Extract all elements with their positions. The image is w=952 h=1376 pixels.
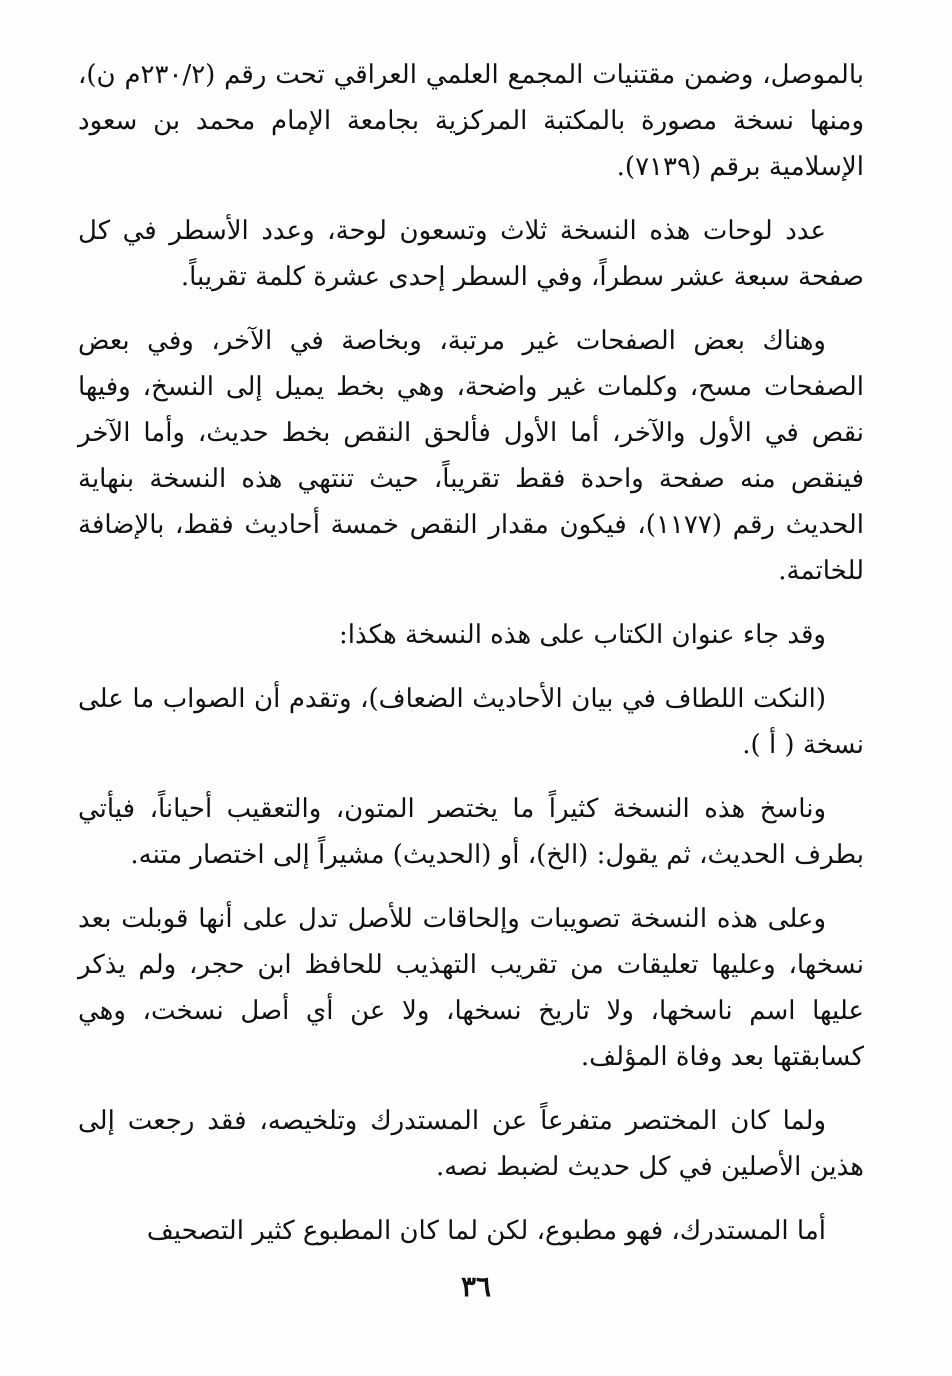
paragraph-corrections: وعلى هذه النسخة تصويبات وإلحاقات للأصل تدل على أنها قوبلت بعد نسخها، وعليها تعليقات من تقريب التهذيب للحافظ ابن حجر، ولم يذكر عليها اسم ناسخها، ولا تاريخ نسخها، ولا عن أي أصل نسخت، وهي كسابقتها بعد وفاة المؤلف. xyxy=(78,904,864,1072)
paragraph-manuscript-condition: وهناك بعض الصفحات غير مرتبة، وبخاصة في الآخر، وفي بعض الصفحات مسح، وكلمات غير واضحة، وهي بخط يميل إلى النسخ، وفيها نقص في الأول والآخر، أما الأول فألحق النقص بخط حديث، وأما الآخر فينقص منه صفحة واحدة فقط تقريباً، حيث تنتهي هذه النسخة بنهاية الحديث رقم (١١٧٧)، فيكون مقدار النقص خمسة أحاديث فقط، بالإضافة للخاتمة. xyxy=(78,326,864,586)
paragraph-sources: ولما كان المختصر متفرعاً عن المستدرك وتلخيصه، فقد رجعت إلى هذين الأصلين في كل حديث لضبط نصه. xyxy=(78,1106,864,1182)
page-number: ٣٦ xyxy=(460,1270,492,1303)
paragraph-manuscript-size: عدد لوحات هذه النسخة ثلاث وتسعون لوحة، وعدد الأسطر في كل صفحة سبعة عشر سطراً، وفي السطر إحدى عشرة كلمة تقريباً. xyxy=(78,216,864,292)
paragraph-copyist: وناسخ هذه النسخة كثيراً ما يختصر المتون، والتعقيب أحياناً، فيأتي بطرف الحديث، ثم يقول: (الخ)، أو (الحديث) مشيراً إلى اختصار متنه. xyxy=(78,794,864,870)
paragraph-book-title: (النكت اللطاف في بيان الأحاديث الضعاف)، وتقدم أن الصواب ما على نسخة ( أ ). xyxy=(78,684,864,760)
paragraph-title-intro: وقد جاء عنوان الكتاب على هذه النسخة هكذا: xyxy=(339,620,826,650)
paragraph-mustadrak: أما المستدرك، فهو مطبوع، لكن لما كان المطبوع كثير التصحيف xyxy=(146,1216,826,1246)
body-text xyxy=(78,52,864,1272)
paragraph-manuscript-location: بالموصل، وضمن مقتنيات المجمع العلمي العراقي تحت رقم (٢٣٠/٢م ن)، ومنها نسخة مصورة بالمكتبة المركزية بجامعة الإمام محمد بن سعود الإسلامية برقم (٧١٣٩). xyxy=(78,60,864,182)
